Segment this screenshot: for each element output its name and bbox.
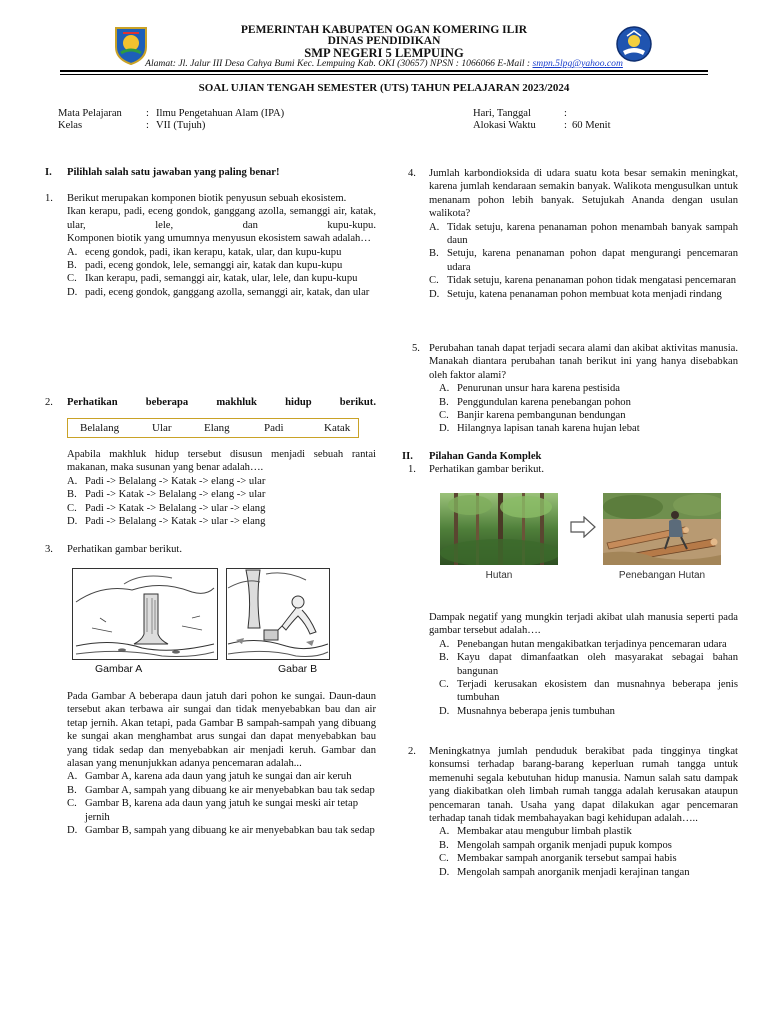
- creature-ular: Ular: [152, 422, 172, 434]
- question-5: [412, 342, 738, 436]
- question-6-number: 1.: [408, 464, 416, 475]
- option-text: Kayu dapat dimanfaatkan oleh masyarakat sebagai bahan bangunan: [457, 652, 738, 677]
- option-letter: A.: [67, 771, 78, 783]
- creature-katak: Katak: [324, 422, 351, 434]
- question-1-option-c[interactable]: [67, 272, 376, 285]
- question-4-option-b[interactable]: [429, 247, 738, 274]
- question-4-option-a[interactable]: [429, 221, 738, 248]
- question-2-option-a[interactable]: [67, 475, 376, 488]
- creature-belalang: Belalang: [80, 422, 120, 434]
- figure-a-illustration: [72, 568, 218, 660]
- option-text: eceng gondok, padi, ikan kerapu, katak, ular, dan kupu-kupu: [85, 246, 342, 258]
- option-letter: D.: [439, 705, 450, 717]
- option-letter: A.: [439, 638, 450, 650]
- option-letter: C.: [67, 273, 77, 285]
- option-letter: B.: [67, 784, 77, 796]
- question-4-number: 4.: [408, 168, 416, 179]
- option-letter: C.: [429, 275, 439, 287]
- option-text: Gambar A, karena ada daun yang jatuh ke sungai dan air keruh: [85, 771, 352, 783]
- address-text: Alamat: Jl. Jalur III Desa Cahya Bumi Kec. Lempuing Kab. OKI (30657) NPSN : 1066066 E-Mail :: [145, 58, 533, 69]
- question-2-option-b[interactable]: [67, 488, 376, 501]
- class-colon: :: [146, 120, 149, 131]
- question-4-option-c[interactable]: [429, 274, 738, 287]
- question-5-prompt: Perubahan tanah dapat terjadi secara alami dan akibat aktivitas manusia. Manakah diantara perubahan tanah berikut ini yang hanya disebabkan oleh faktor alami?: [429, 343, 738, 381]
- option-letter: D.: [439, 866, 450, 878]
- question-3-body: [67, 690, 376, 837]
- question-7-number: 2.: [408, 746, 416, 757]
- question-4: [408, 167, 738, 301]
- section-1-heading: [45, 166, 375, 179]
- option-letter: A.: [67, 475, 78, 487]
- option-text: Banjir karena pembangunan bendungan: [457, 410, 626, 422]
- figure-a-caption: Gambar A: [95, 663, 143, 675]
- question-7-prompt: Meningkatnya jumlah penduduk berakibat pada tingginya tingkat konsumsi terhadap barang-barang keperluan rumah tangga untuk memenuhi segala kebutuhan hidup manusia. Namun salah satu dampak yang diakibatkan oleh limbah rumah tangga adalah kerusakan ataupun pencemaran tanah. Usaha yang dapat dilakukan agar pencemaran terhadap tanah tidak membahayakan bagi kehidupan adalah…..: [429, 746, 738, 825]
- question-3-option-b[interactable]: [67, 784, 376, 797]
- option-text: Gambar B, karena ada daun yang jatuh ke sungai meski air tetap jernih: [85, 798, 358, 823]
- subject-label: Mata Pelajaran: [58, 108, 122, 119]
- option-text: Padi -> Belalang -> Katak -> elang -> ular: [85, 475, 266, 487]
- option-text: Padi -> Katak -> Belalang -> ular -> elang: [85, 502, 266, 514]
- question-5-number: 5.: [412, 343, 420, 354]
- class-label: Kelas: [58, 120, 83, 131]
- question-2-option-c[interactable]: [67, 502, 376, 515]
- question-7: [408, 745, 738, 879]
- question-1-prompt: Komponen biotik yang umumnya menyusun ekosistem sawah adalah…: [67, 233, 371, 245]
- question-7-option-d[interactable]: [439, 866, 738, 879]
- option-text: Tidak setuju, karena penanaman pohon tidak mengatasi pencemaran: [447, 275, 737, 287]
- question-3-passage: Pada Gambar A beberapa daun jatuh dari pohon ke sungai. Daun-daun tersebut akan terbawa air sungai dan tidak menyebabkan bau dan air tetap jernih. Akan tetapi, pada Gambar B sampah-sampah yang dibuang ke sungai akan menghambat arus sungai dan dapat menyebabkan bau yang tidak sedap dan menyebabkan air menjadi keruh. Gambar dan alasan yang menunjukkan adanya pencemaran adalah...: [67, 691, 376, 770]
- question-2: [45, 396, 376, 409]
- question-3-option-c[interactable]: [67, 797, 376, 824]
- question-1-option-b[interactable]: [67, 259, 376, 272]
- question-3-prompt: Perhatikan gambar berikut.: [67, 544, 183, 555]
- option-text: Setuju, karena penanaman pohon dapat mengurangi pencemaran udara: [447, 248, 738, 273]
- question-2-prompt: Perhatikan beberapa makhluk hidup berikut.: [67, 397, 376, 408]
- option-text: Padi -> Katak -> Belalang -> elang -> ular: [85, 489, 266, 501]
- question-1-option-a[interactable]: [67, 246, 376, 259]
- option-text: padi, eceng gondok, lele, semanggi air, katak dan kupu-kupu: [85, 260, 343, 272]
- option-letter: A.: [439, 826, 450, 838]
- question-3-option-a[interactable]: [67, 770, 376, 783]
- header-school-name: SMP NEGERI 5 LEMPUING: [304, 46, 464, 60]
- option-letter: C.: [67, 502, 77, 514]
- question-6-instruction: Dampak negatif yang mungkin terjadi akibat ulah manusia seperti pada gambar tersebut adalah….: [429, 612, 738, 637]
- day-colon: :: [564, 108, 567, 119]
- option-text: Hilangnya lapisan tanah karena hujan lebat: [457, 423, 640, 435]
- question-7-option-a[interactable]: [439, 825, 738, 838]
- question-3-number: 3.: [45, 544, 53, 555]
- day-label: Hari, Tanggal: [473, 108, 531, 119]
- question-3-option-d[interactable]: [67, 824, 376, 837]
- option-letter: C.: [439, 410, 449, 422]
- question-7-option-c[interactable]: [439, 852, 738, 865]
- option-text: Mengolah sampah anorganik menjadi kerajinan tangan: [457, 866, 690, 878]
- option-letter: A.: [429, 221, 440, 233]
- section-2-number: II.: [402, 451, 413, 462]
- creature-list-box: [67, 418, 359, 438]
- option-letter: B.: [439, 652, 449, 664]
- question-6-option-d[interactable]: [439, 705, 738, 718]
- creature-padi: Padi: [264, 422, 284, 434]
- email-link[interactable]: smpn.5lpg@yahoo.com: [532, 58, 623, 69]
- option-letter: C.: [67, 798, 77, 810]
- option-letter: D.: [67, 286, 78, 298]
- question-1-number: 1.: [45, 193, 53, 204]
- question-5-option-b[interactable]: [439, 396, 738, 409]
- section-2-heading: [402, 450, 738, 463]
- option-letter: D.: [67, 825, 78, 837]
- header-government: PEMERINTAH KABUPATEN OGAN KOMERING ILIR: [240, 24, 528, 36]
- header-department: DINAS PENDIDIKAN: [327, 35, 441, 47]
- option-text: Membakar sampah anorganik tersebut sampai habis: [457, 853, 677, 865]
- question-6-option-c[interactable]: [439, 678, 738, 705]
- exam-title: SOAL UJIAN TENGAH SEMESTER (UTS) TAHUN PELAJARAN 2023/2024: [198, 82, 570, 94]
- option-text: Tidak setuju, karena penanaman pohon menambah banyak sampah daun: [447, 221, 738, 247]
- option-text: Musnahnya beberapa jenis tumbuhan: [457, 705, 615, 717]
- option-text: Setuju, katena penanaman pohon membuat kota menjadi rindang: [447, 288, 722, 300]
- option-letter: B.: [439, 396, 449, 408]
- question-2-instruction: Apabila makhluk hidup tersebut disusun menjadi sebuah rantai makanan, maka susunan yang benar adalah….: [67, 449, 376, 474]
- question-1-intro: Berikut merupakan komponen biotik penyusun sebuah ekosistem.: [67, 193, 347, 204]
- question-6-body: [429, 611, 738, 718]
- option-letter: C.: [439, 679, 449, 691]
- question-2-option-d[interactable]: [67, 515, 376, 528]
- header-divider-thin: [60, 74, 708, 75]
- question-2-body: [67, 448, 376, 528]
- option-letter: B.: [429, 248, 439, 260]
- forest-caption: Hutan: [485, 570, 513, 581]
- option-text: Penebangan hutan mengakibatkan terjadinya pencemaran udara: [457, 638, 727, 650]
- figure-b-caption: Gabar B: [278, 663, 318, 675]
- question-2-number: 2.: [45, 397, 53, 408]
- section-1-title: Pilihlah salah satu jawaban yang paling benar!: [67, 167, 280, 178]
- time-label: Alokasi Waktu: [473, 120, 536, 131]
- option-text: Terjadi kerusakan ekosistem dan musnahnya beberapa jenis tumbuhan: [457, 679, 738, 704]
- section-1-number: I.: [45, 167, 52, 178]
- section-2-title: Pilahan Ganda Komplek: [429, 451, 542, 462]
- time-value: 60 Menit: [572, 120, 611, 131]
- header-address: [0, 58, 768, 69]
- option-letter: B.: [439, 839, 449, 851]
- question-6-prompt: Perhatikan gambar berikut.: [429, 464, 545, 475]
- question-1-option-d[interactable]: [67, 286, 376, 299]
- logging-photo: [603, 493, 721, 565]
- option-letter: B.: [67, 260, 77, 272]
- question-5-option-a[interactable]: [439, 382, 738, 395]
- figure-b-illustration: [226, 568, 330, 660]
- option-text: Penurunan unsur hara karena pestisida: [457, 383, 620, 395]
- question-4-option-d[interactable]: [429, 288, 738, 301]
- option-text: Gambar B, sampah yang dibuang ke air menyebabkan bau tak sedap: [85, 825, 375, 837]
- option-text: Padi -> Belalang -> Katak -> ular -> elang: [85, 516, 266, 528]
- option-text: Membakar atau mengubur limbah plastik: [457, 826, 632, 838]
- subject-value: Ilmu Pengetahuan Alam (IPA): [156, 108, 285, 119]
- option-text: Penggundulan karena penebangan pohon: [457, 396, 631, 408]
- creature-elang: Elang: [204, 422, 230, 434]
- option-letter: C.: [439, 853, 449, 865]
- time-colon: :: [564, 120, 567, 131]
- option-letter: B.: [67, 489, 77, 501]
- option-text: padi, eceng gondok, ganggang azolla, semanggi air, katak, dan ular: [85, 286, 370, 298]
- question-3: [45, 543, 376, 556]
- logging-caption: Penebangan Hutan: [618, 570, 706, 581]
- question-7-option-b[interactable]: [439, 839, 738, 852]
- option-letter: D.: [439, 423, 450, 435]
- subject-colon: :: [146, 108, 149, 119]
- question-5-option-c[interactable]: [439, 409, 738, 422]
- question-5-option-d[interactable]: [439, 422, 738, 435]
- option-letter: A.: [67, 246, 78, 258]
- header-divider-thick: [60, 70, 708, 72]
- option-letter: A.: [439, 383, 450, 395]
- question-6-option-b[interactable]: [439, 651, 738, 678]
- question-6-option-a[interactable]: [439, 638, 738, 651]
- forest-photo: [440, 493, 558, 565]
- question-1-organisms: Ikan kerapu, padi, eceng gondok, ganggang azolla, semanggi air, katak, ular, lele, dan kupu-kupu.: [67, 206, 376, 231]
- question-1: [45, 192, 376, 299]
- option-text: Mengolah sampah organik menjadi pupuk kompos: [457, 839, 672, 851]
- class-value: VII (Tujuh): [156, 120, 206, 131]
- question-4-prompt: Jumlah karbondioksida di udara suatu kota besar semakin meningkat, karena jumlah kendaraan semakin banyak. Walikota mengusulkan untuk menanam pohon lebih banyak. Setujukah Ananda dengan usulan walikota?: [429, 168, 738, 220]
- transition-arrow-icon: [570, 516, 596, 538]
- option-letter: D.: [429, 288, 440, 300]
- question-6: [408, 463, 738, 476]
- option-text: Ikan kerapu, padi, semanggi air, katak, ular, lele, dan kupu-kupu: [85, 273, 358, 285]
- option-letter: D.: [67, 516, 78, 528]
- option-text: Gambar A, sampah yang dibuang ke air menyebabkan bau tak sedap: [85, 784, 375, 796]
